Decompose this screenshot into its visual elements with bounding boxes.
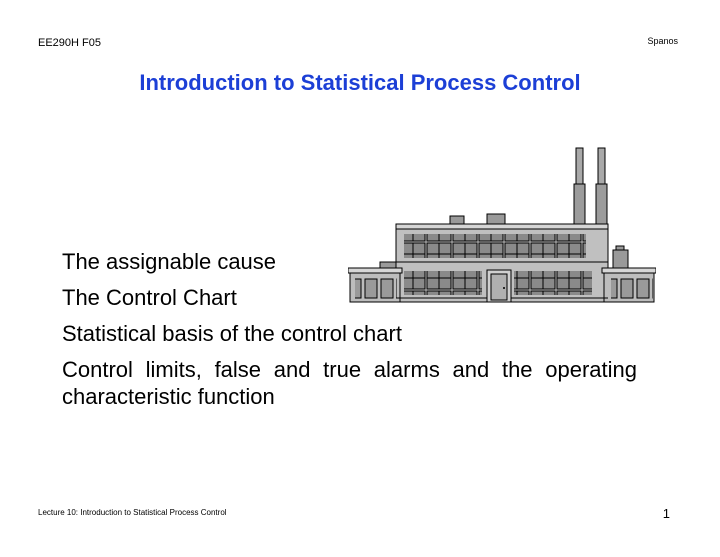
course-code: EE290H F05	[38, 37, 101, 49]
list-item: The Control Chart	[62, 285, 237, 310]
list-item: Statistical basis of the control chart	[62, 321, 402, 346]
list-item: The assignable cause	[62, 249, 277, 274]
bullet-list	[62, 248, 637, 419]
slide-title: Introduction to Statistical Process Control	[139, 70, 581, 95]
list-item: Control limits, false and true alarms and the operating characteristic function	[62, 357, 637, 409]
page-number: 1	[662, 506, 670, 521]
footer-lecture: Lecture 10: Introduction to Statistical Process Control	[38, 508, 227, 517]
author-name: Spanos	[647, 36, 678, 46]
